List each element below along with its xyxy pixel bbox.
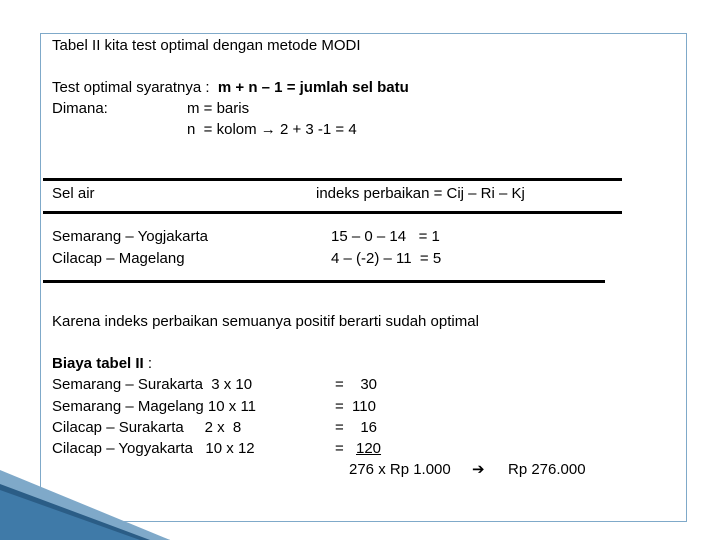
test-line: [52, 79, 409, 97]
biaya-route-2: Semarang – Magelang 10 x 11: [52, 398, 257, 415]
biaya-value-2: 110: [352, 398, 376, 415]
test-label: Test optimal syaratnya :: [52, 79, 218, 96]
conclusion-text: Karena indeks perbaikan semuanya positif berarti sudah optimal: [52, 313, 479, 330]
biaya-title-colon: :: [143, 355, 153, 372]
table-row-1-index: 15 – 0 – 14 = 1: [331, 228, 440, 245]
m-definition: m = baris: [187, 100, 250, 117]
table-row-2-index: 4 – (-2) – 11 = 5: [331, 250, 442, 267]
biaya-value-4: 120: [356, 440, 382, 457]
biaya-total: 276 x Rp 1.000: [349, 461, 451, 478]
table-bottom-rule: [43, 280, 605, 283]
biaya-eq-2: =: [335, 398, 344, 415]
test-formula: m + n – 1 = jumlah sel batu: [217, 79, 409, 96]
table-top-rule: [43, 178, 622, 181]
biaya-route-3: Cilacap – Surakarta 2 x 8: [52, 419, 242, 436]
biaya-route-4: Cilacap – Yogyakarta 10 x 12: [52, 440, 255, 457]
biaya-title: [52, 355, 152, 373]
table-header-rule: [43, 211, 622, 214]
biaya-eq-3: =: [335, 419, 344, 436]
biaya-value-3: 16: [352, 419, 378, 436]
biaya-title-text: Biaya tabel II: [52, 355, 144, 372]
dimana-label: Dimana:: [52, 100, 108, 117]
n-definition: n = kolom → 2 + 3 -1 = 4: [187, 121, 357, 138]
page-title: Tabel II kita test optimal dengan metode MODI: [52, 37, 361, 54]
col1-header: Sel air: [52, 185, 95, 202]
arrow-icon: ➔: [472, 461, 485, 478]
table-row-2-cell: Cilacap – Magelang: [52, 250, 185, 267]
biaya-eq-4: =: [335, 440, 344, 457]
biaya-result: Rp 276.000: [508, 461, 586, 478]
biaya-eq-1: =: [335, 376, 344, 393]
table-row-1-cell: Semarang – Yogjakarta: [52, 228, 208, 245]
col2-header: indeks perbaikan = Cij – Ri – Kj: [316, 185, 525, 202]
biaya-value-1: 30: [352, 376, 378, 393]
biaya-route-1: Semarang – Surakarta 3 x 10: [52, 376, 253, 393]
corner-swoosh-decoration: [0, 460, 170, 540]
